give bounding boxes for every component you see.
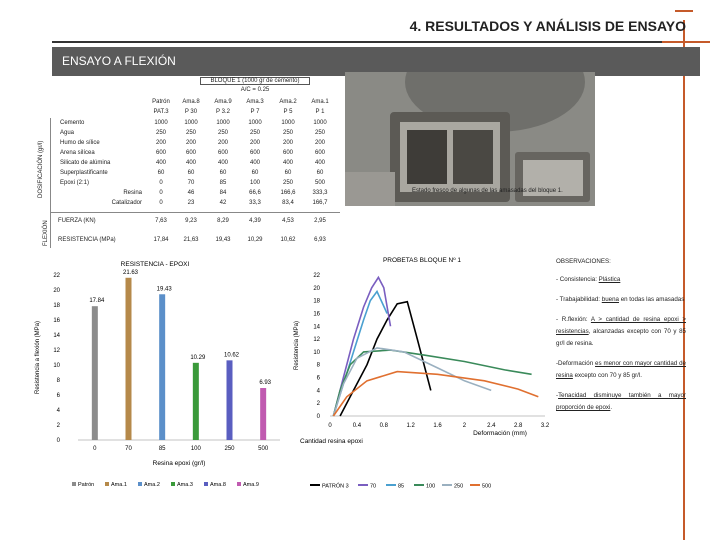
bar-legend-swatch (138, 482, 142, 486)
line-legend-label: PATRÓN 3 (322, 483, 349, 490)
table-cell: 60 (316, 170, 324, 176)
line-legend-label: 500 (482, 483, 492, 490)
observation-text: - Trabajabilidad: (556, 296, 602, 303)
bar-chart-xtick: 500 (258, 446, 269, 452)
bar-chart-bar (126, 278, 132, 440)
table-cell: 100 (249, 180, 260, 186)
table-cell: 0 (159, 200, 163, 206)
bar-chart-ytick: 20 (53, 288, 60, 294)
bar-chart-bar (92, 306, 98, 440)
observation-text: en todas las amasadas (618, 296, 685, 303)
decor-cross-line (675, 10, 693, 12)
bar-chart-xtick: 250 (224, 446, 235, 452)
line-chart-xtick: 2.8 (513, 423, 523, 429)
line-chart-xtick: 1.6 (433, 423, 442, 429)
table-cell: 1000 (281, 120, 295, 126)
observation-text: , alcanzadas excepto con 70 y 85 gr/l de resina. (556, 328, 686, 347)
table-cell: 600 (217, 150, 228, 156)
table-cell: 0 (159, 180, 163, 186)
line-chart-ytick: 18 (313, 298, 320, 305)
line-chart-ytick: 8 (316, 362, 320, 369)
table-result-cell: 19,43 (215, 237, 231, 243)
observations-panel (556, 256, 686, 422)
table-result-cell: 2,95 (314, 218, 326, 224)
table-cell: 250 (282, 130, 293, 136)
observation-highlight: es menor con mayor cantidad de resina (556, 360, 686, 379)
bar-chart (30, 250, 290, 500)
bar-chart-xtick: 85 (158, 446, 166, 452)
table-cell: 60 (187, 170, 195, 176)
line-chart-xtick: 1.2 (406, 423, 415, 429)
table-col-subheader: PAT.3 (153, 109, 169, 115)
table-cell: 42 (219, 200, 227, 206)
table-result-cell: 21,63 (183, 237, 199, 243)
line-chart-xtick: 0.4 (352, 423, 362, 429)
line-chart-ytick: 20 (313, 285, 320, 292)
table-result-cell: 7,63 (155, 218, 167, 224)
table-col-subheader: P 7 (250, 109, 260, 115)
table-cell: 200 (249, 140, 260, 146)
table-cell: 600 (314, 150, 325, 156)
line-chart-xtick: 3.2 (540, 423, 550, 429)
table-row-label: Humo de sílice (60, 140, 100, 146)
bar-chart-data-label: 19.43 (156, 286, 172, 293)
table-cell: 200 (185, 140, 196, 146)
table-cell: 1000 (216, 120, 230, 126)
bar-chart-data-label: 10.62 (223, 352, 240, 359)
bar-chart-ytick: 10 (53, 363, 60, 369)
bar-chart-ytick: 16 (53, 318, 60, 324)
observation-item (556, 294, 686, 306)
table-cell: 400 (314, 160, 325, 166)
table-col-header: Ama.3 (246, 99, 264, 105)
bar-chart-bar (260, 388, 266, 440)
bar-legend-label: Ama.3 (177, 482, 193, 488)
table-header-ac: A/C = 0.25 (240, 87, 270, 93)
specimen-photo (345, 72, 595, 206)
table-left-rule (50, 118, 51, 248)
bar-chart-ytick: 6 (56, 393, 60, 399)
table-header-block: BLOQUE 1 (1000 gr de cemento) (200, 77, 310, 85)
table-cell: 85 (219, 180, 227, 186)
table-result-cell: 8,29 (217, 218, 229, 224)
observation-text: -Deformación (556, 360, 596, 367)
bar-chart-ytick: 18 (53, 303, 60, 309)
table-col-header: Ama.1 (311, 99, 329, 105)
line-chart (290, 250, 555, 500)
observation-text: . (610, 404, 613, 411)
bar-chart-data-label: 6.93 (259, 380, 272, 387)
observation-item (556, 314, 686, 350)
table-cell: 400 (217, 160, 228, 166)
table-row-label: Resina (123, 190, 142, 196)
observation-text: - (556, 392, 559, 399)
table-col-subheader: P 5 (283, 109, 293, 115)
table-cell: 1000 (184, 120, 198, 126)
line-chart-ytick: 4 (316, 388, 320, 395)
table-result-label: FUERZA (KN) (58, 218, 96, 224)
table-cell: 84 (219, 190, 227, 196)
line-chart-ytick: 6 (316, 375, 320, 382)
line-chart-xtick: 0.8 (379, 423, 388, 429)
line-chart-xtick: 2 (462, 423, 467, 429)
table-cell: 250 (217, 130, 228, 136)
line-chart-ytick: 16 (313, 311, 320, 318)
table-cell: 166,6 (280, 190, 296, 196)
table-row-label: Epoxi (2:1) (60, 180, 90, 186)
table-cell: 60 (219, 170, 227, 176)
line-chart-series (333, 292, 387, 417)
bar-chart-xtick: 0 (93, 446, 97, 452)
photo-caption: Estado fresco de algunas de las amasadas del bloque 1. (412, 188, 563, 194)
table-row-label: Superplastificante (60, 170, 108, 176)
line-chart-series (333, 372, 538, 416)
bar-chart-bar (193, 363, 199, 440)
bar-chart-ytick: 8 (56, 378, 60, 384)
table-result-cell: 10,62 (280, 237, 296, 243)
table-cell: 600 (249, 150, 260, 156)
table-cell: 400 (185, 160, 196, 166)
table-result-cell: 9,23 (185, 218, 197, 224)
line-chart-ytick: 12 (313, 337, 320, 344)
table-col-header: Ama.8 (182, 99, 200, 105)
table-cell: 600 (185, 150, 196, 156)
bar-legend-swatch (237, 482, 241, 486)
bar-chart-xtick: 70 (125, 446, 132, 452)
bar-legend-swatch (105, 482, 109, 486)
bar-chart-ytick: 2 (56, 423, 60, 429)
bar-legend-swatch (204, 482, 208, 486)
bar-chart-bar (227, 360, 233, 440)
line-chart-ytick: 2 (316, 401, 320, 408)
table-cell: 83,4 (282, 200, 294, 206)
table-col-header: Ama.2 (279, 99, 297, 105)
table-cell: 200 (217, 140, 228, 146)
observation-highlight: A > cantidad de resina epoxi > resistencias (556, 316, 687, 335)
line-legend-label: 70 (370, 483, 377, 490)
table-cell: 0 (159, 190, 163, 196)
line-chart-ytick: 14 (313, 324, 320, 331)
table-cell: 333,3 (312, 190, 328, 196)
bar-chart-ytick: 0 (56, 438, 60, 444)
table-result-cell: 6,93 (314, 237, 326, 243)
table-cell: 600 (282, 150, 293, 156)
observation-highlight: buena (601, 296, 619, 303)
table-row-label: Cemento (60, 120, 85, 126)
table-col-header: Ama.9 (214, 99, 232, 105)
table-cell: 1000 (313, 120, 327, 126)
table-cell: 250 (185, 130, 196, 136)
results-table (0, 0, 340, 250)
slide-title: 4. RESULTADOS Y ANÁLISIS DE ENSAYO (409, 18, 686, 34)
bar-legend-label: Ama.8 (210, 482, 226, 488)
bar-chart-ytick: 12 (53, 348, 60, 354)
table-cell: 60 (157, 170, 165, 176)
table-cell: 1000 (154, 120, 168, 126)
line-chart-ytick: 0 (316, 414, 320, 420)
table-result-cell: 4,39 (249, 218, 261, 224)
line-chart-xlabel: Deformación (mm) (473, 430, 527, 437)
bar-legend-label: Ama.9 (243, 482, 259, 488)
table-cell: 70 (187, 180, 195, 186)
table-col-header: Patrón (152, 99, 170, 105)
line-chart-ytick: 10 (313, 349, 320, 356)
line-chart-ylabel: Resistencia (MPa) (294, 320, 300, 371)
observations-list (556, 274, 686, 414)
line-chart-xtick: 0 (328, 423, 332, 429)
table-cell: 60 (284, 170, 292, 176)
table-cell: 400 (155, 160, 166, 166)
table-cell: 500 (314, 180, 325, 186)
observation-text: - Consistencia: (556, 276, 599, 283)
line-legend-label: 100 (426, 483, 436, 490)
flexion-label: FLEXIÓN (43, 220, 49, 246)
table-cell: 200 (282, 140, 293, 146)
dosificacion-label: DOSIFICACIÓN (gr/l) (38, 140, 44, 198)
table-row-label: Catalizador (111, 200, 142, 206)
bar-legend-label: Ama.2 (144, 482, 160, 488)
table-result-cell: 17,84 (153, 237, 169, 243)
bar-chart-data-label: 10.29 (190, 354, 206, 361)
line-legend-label: 250 (454, 483, 464, 490)
decor-horizontal-line (662, 41, 710, 43)
observation-item (556, 390, 686, 414)
bar-legend-label: Ama.1 (111, 482, 127, 488)
observation-text: excepto con 70 y 85 gr/l. (572, 372, 642, 379)
table-result-cell: 10,29 (247, 237, 263, 243)
table-row-label: Agua (60, 130, 75, 136)
table-cell: 46 (187, 190, 195, 196)
specimen-photo-illustration (345, 72, 595, 206)
bar-chart-ytick: 4 (56, 408, 60, 414)
table-cell: 66,6 (249, 190, 261, 196)
observation-item (556, 274, 686, 286)
bar-chart-bar (159, 294, 165, 440)
table-col-subheader: P 30 (184, 109, 198, 115)
line-chart-series (333, 277, 390, 416)
observation-highlight: Plástica (598, 276, 621, 283)
line-chart-ytick: 22 (313, 273, 320, 279)
table-row-label: Silicato de alúmina (60, 160, 111, 166)
observation-item (556, 358, 686, 382)
table-row-label: Arena silícea (60, 150, 95, 156)
table-cell: 250 (249, 130, 260, 136)
table-cell: 250 (282, 180, 293, 186)
bar-chart-xlabel: Resina epoxi (gr/l) (152, 460, 206, 467)
line-chart-xlabel2: Cantidad resina epoxi (300, 438, 363, 445)
bar-chart-ylabel: Resistencia a flexión (MPa) (35, 320, 41, 395)
table-col-subheader: P 1 (315, 109, 325, 115)
table-cell: 600 (155, 150, 166, 156)
bar-legend-swatch (72, 482, 76, 486)
table-result-cell: 4,53 (282, 218, 294, 224)
table-cell: 200 (155, 140, 166, 146)
bar-chart-title: RESISTENCIA - EPOXI (120, 261, 190, 268)
table-cell: 400 (282, 160, 293, 166)
bar-chart-data-label: 17.84 (89, 298, 105, 305)
table-cell: 250 (155, 130, 166, 136)
table-cell: 1000 (248, 120, 262, 126)
table-cell: 400 (249, 160, 260, 166)
table-cell: 33,3 (249, 200, 261, 206)
bar-chart-xtick: 100 (190, 446, 201, 452)
bar-chart-ytick: 14 (53, 333, 60, 339)
line-chart-xtick: 2.4 (487, 423, 496, 429)
table-cell: 60 (251, 170, 259, 176)
table-cell: 250 (314, 130, 325, 136)
bar-legend-swatch (171, 482, 175, 486)
table-col-subheader: P 3.2 (216, 109, 230, 115)
observations-title: OBSERVACIONES: (556, 258, 611, 265)
table-cell: 200 (314, 140, 325, 146)
table-cell: 23 (187, 200, 195, 206)
observation-highlight: Tenacidad disminuye también a mayor proporción de epoxi (556, 392, 686, 411)
line-chart-title: PROBETAS BLOQUE Nº 1 (382, 257, 462, 264)
line-legend-label: 85 (398, 483, 405, 490)
observation-text: - R.flexión: (556, 316, 591, 323)
bar-legend-label: Patrón (78, 482, 95, 488)
bar-chart-ytick: 22 (53, 273, 60, 279)
table-result-label: RESISTENCIA (MPa) (58, 237, 116, 243)
section-title: ENSAYO A FLEXIÓN (62, 54, 176, 68)
bar-chart-data-label: 21.63 (122, 269, 139, 276)
table-divider (50, 212, 340, 213)
table-cell: 166,7 (312, 200, 328, 206)
